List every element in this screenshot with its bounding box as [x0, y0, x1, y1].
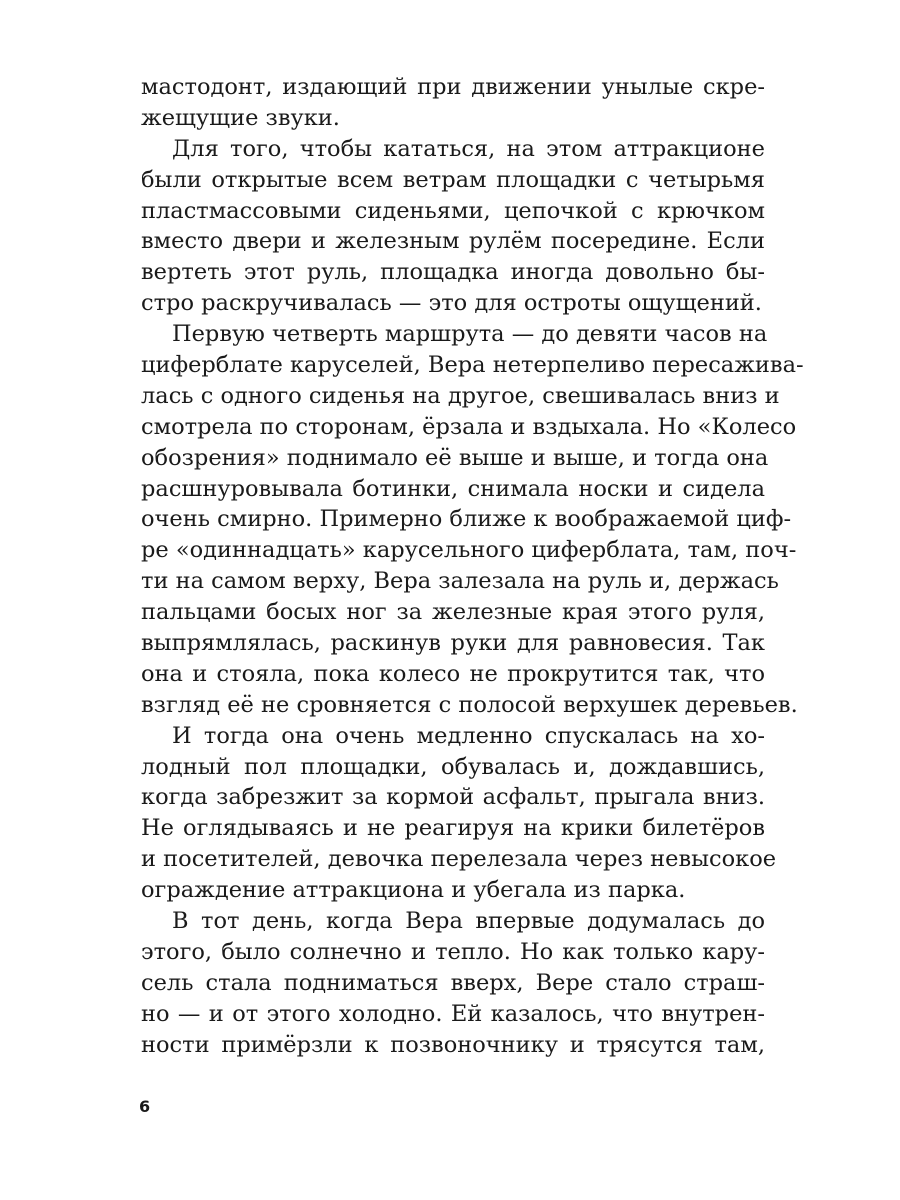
text-line: сель стала подниматься вверх, Вере стало страш- [141, 969, 765, 996]
text-line: Первую четверть маршрута — до девяти часов на [172, 321, 768, 348]
text-line: лодный пол площадки, обувалась и, дождавшись, [141, 753, 765, 780]
text-line: но — и от этого холодно. Ей казалось, что внутрен- [141, 1000, 765, 1027]
text-line: пальцами босых ног за железные края этого руля, [141, 599, 765, 626]
text-line: циферблате каруселей, Вера нетерпеливо пересажива- [141, 352, 804, 379]
text-line: ре «одиннадцать» карусельного циферблата, там, поч- [141, 537, 797, 564]
text-line: выпрямлялась, раскинув руки для равновесия. Так [141, 630, 765, 657]
text-line: вместо двери и железным рулём посередине. Если [141, 228, 765, 255]
paragraph [141, 721, 777, 906]
body-text [141, 72, 804, 1061]
text-line: Не оглядываясь и не реагируя на крики билетёров [141, 815, 765, 842]
text-line: И тогда она очень медленно спускалась на хо- [172, 722, 765, 749]
paragraph [141, 906, 765, 1060]
paragraph [141, 72, 765, 134]
text-line: обозрения» поднимало её выше и выше, и тогда она [141, 444, 769, 471]
text-line: расшнуровывала ботинки, снимала носки и сидела [141, 475, 765, 502]
text-line: она и стояла, пока колесо не прокрутится так, что [141, 660, 765, 687]
text-line: вертеть этот руль, площадка иногда довольно бы- [141, 259, 765, 286]
text-line: были открытые всем ветрам площадки с четырьмя [141, 166, 765, 193]
text-line: Для того, чтобы кататься, на этом аттракционе [172, 135, 765, 162]
text-line: пластмассовыми сиденьями, цепочкой с крючком [141, 197, 765, 224]
text-line: ти на самом верху, Вера залезала на руль и, держась [141, 568, 779, 595]
text-line: когда забрезжит за кормой асфальт, прыгала вниз. [141, 784, 765, 811]
text-line: лась с одного сиденья на другое, свешивалась вниз и [141, 382, 780, 409]
text-line: взгляд её не сровняется с полосой верхушек деревьев. [141, 691, 798, 718]
text-line: и посетителей, девочка перелезала через невысокое [141, 846, 777, 873]
text-line: ности примёрзли к позвоночнику и трясутся там, [141, 1031, 765, 1058]
text-line: смотрела по сторонам, ёрзала и вздыхала. Но «Колесо [141, 413, 797, 440]
text-line: В тот день, когда Вера впервые додумалась до [172, 908, 765, 935]
text-line: ограждение аттракциона и убегала из парка. [141, 877, 686, 904]
paragraph [141, 134, 765, 319]
text-line: жещущие звуки. [141, 104, 340, 131]
page-number: 6 [139, 1097, 151, 1116]
text-line: очень смирно. Примерно ближе к воображаемой циф- [141, 506, 792, 533]
text-line: стро раскручивалась — это для остроты ощущений. [141, 290, 762, 317]
text-line: этого, было солнечно и тепло. Но как только кару- [141, 938, 765, 965]
text-line: мастодонт, издающий при движении унылые скре- [141, 74, 765, 100]
paragraph [141, 319, 804, 721]
